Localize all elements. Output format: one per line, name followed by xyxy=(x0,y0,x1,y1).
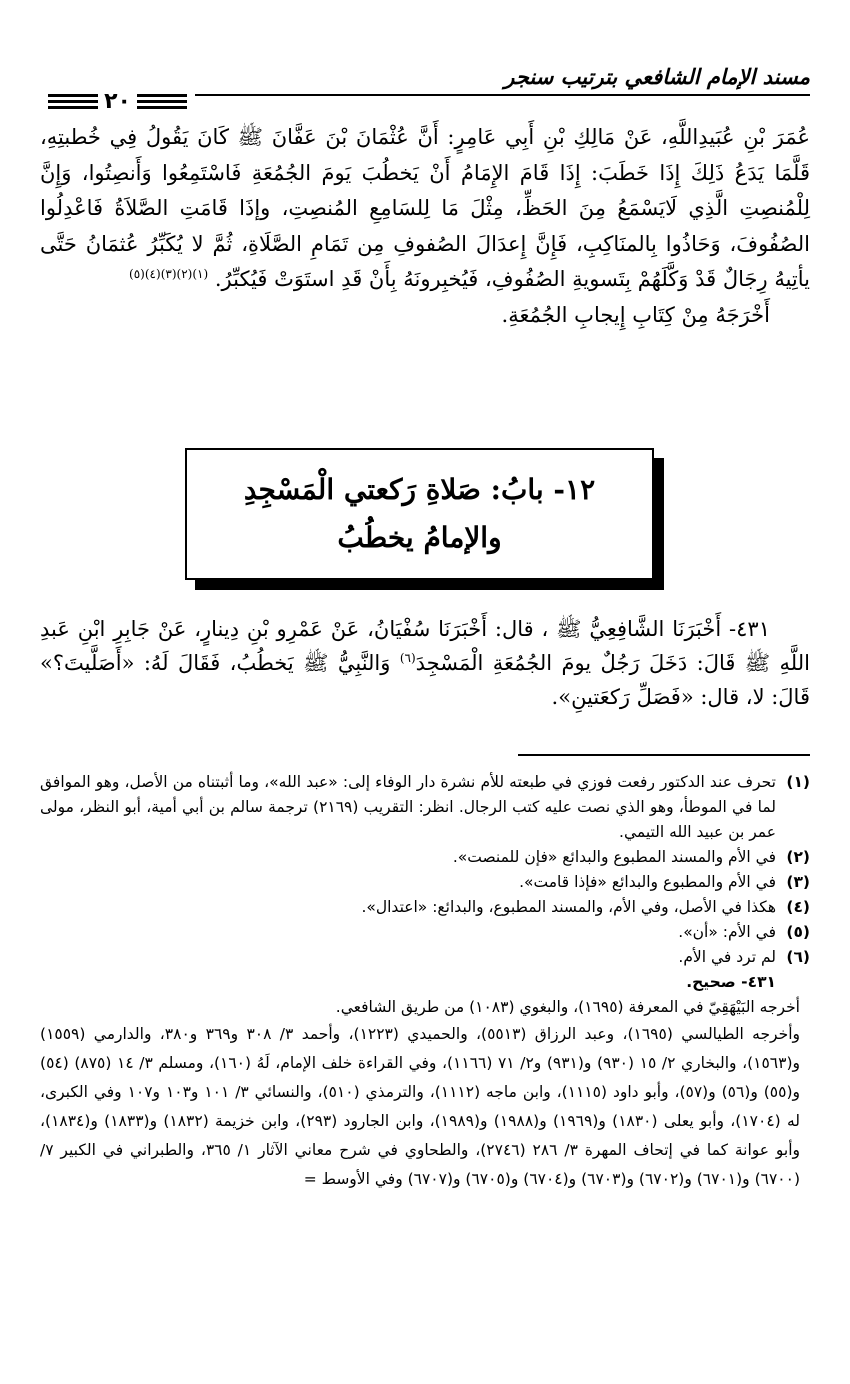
running-title: مسند الإمام الشافعي بترتيب سنجر xyxy=(504,65,810,89)
footnote-marker-2: (٢) xyxy=(176,267,193,281)
page-number-block xyxy=(40,88,195,114)
footnotes xyxy=(40,770,810,1194)
footnote-number: (٢) xyxy=(786,848,810,866)
athar-paragraph xyxy=(40,120,810,298)
footnote-marker-5: (٥) xyxy=(129,267,145,281)
hadith-text-a: أَخْبَرَنَا الشَّافِعِيُّ ﷺ ، قال: أَخْبَرَنَا سُفْيَانُ، عَنْ عَمْرِو بْنِ دِينارٍ، عَنْ جَابِرِ ابْنِ عَبدِ اللَّهِ ﷺ قَالَ: دَخَلَ رَجُلٌ يومَ الجُمُعَةِ الْمَسْجِدَ xyxy=(40,617,810,675)
footnote-text: في الأم والمطبوع والبدائع «فإذا قامت». xyxy=(519,873,776,891)
footnote-4 xyxy=(40,895,810,920)
hadith-431 xyxy=(40,612,810,714)
hadith-paragraph xyxy=(40,612,810,714)
footnote-separator xyxy=(518,754,810,756)
page-number: ٢٠ xyxy=(104,88,131,114)
footnote-6 xyxy=(40,945,810,970)
footnote-text: لم ترد في الأم. xyxy=(678,948,776,966)
footnote-1 xyxy=(40,770,810,845)
chapter-title: ١٢- بابُ: صَلاةِ رَكعتي الْمَسْجِدِ والإمامُ يخطُبُ xyxy=(243,473,596,554)
footnote-text: في الأم والمسند المطبوع والبدائع «فإن للمنصت». xyxy=(452,848,776,866)
footnote-marker-4: (٤) xyxy=(144,267,161,281)
footnote-text: هكذا في الأصل، وفي الأم، والمسند المطبوع، والبدائع: «اعتدال». xyxy=(361,898,776,916)
footnote-number: (٥) xyxy=(786,923,810,941)
footnote-number: (٣) xyxy=(786,873,810,891)
footnote-marker-6: (٦) xyxy=(399,651,416,665)
footnote-2 xyxy=(40,845,810,870)
takhrij-heading: ٤٣١- صحيح. xyxy=(686,973,776,991)
footnote-3 xyxy=(40,870,810,895)
main-text xyxy=(40,120,810,333)
right-ornament-bars xyxy=(137,94,187,109)
footnote-marker-3: (٣) xyxy=(160,267,177,281)
takhrij-paragraph-1: أخرجه البَيْهَقِيّ في المعرفة (١٦٩٥)، والبغوي (١٠٨٣) من طريق الشافعي. xyxy=(335,998,800,1016)
source-paragraph: أَخْرَجَهُ مِنْ كِتَابِ إِيجابِ الجُمُعَةِ. xyxy=(501,302,770,327)
footnote-text: تحرف عند الدكتور رفعت فوزي في طبعته للأم نشرة دار الوفاء إلى: «عبد الله»، وما أثبتناه من الأصل، وهو الموافق لما في الموطأ، وهو الذي نصت عليه كتب الرجال. انظر: التقريب (٢١٦٩) ترجمة سالم بن أبي أمية، أبو النظر، مولى عمر بن عبيد الله التيمي. xyxy=(40,773,776,841)
footnote-5 xyxy=(40,920,810,945)
left-ornament-bars xyxy=(48,94,98,109)
footnote-number: (٦) xyxy=(786,948,810,966)
athar-text: عُمَرَ بْنِ عُبَيدِاللَّهِ، عَنْ مَالِكِ بْنِ أَبِي عَامِرٍ: أَنَّ عُثْمَانَ بْنَ عَفَّانَ ﷺ كَانَ يَقُولُ فِي خُطبتِهِ، قَلَّمَا يَدَعُ ذَلِكَ إِذَا خَطَبَ: إِذَا قَامَ الإِمَامُ أَنْ يَخطُبَ يَومَ الجُمُعَةِ فَاسْتَمِعُوا وَأَنصِتُوا، وَإِنَّ لِلْمُنصِتِ الَّذِي لَايَسْمَعُ مِنَ الحَظِّ، مِثْلَ مَا لِلسَامِعِ المُنصِتِ، وإذَا قَامَتِ الصَّلاَةُ فَاعْدِلُوا الصُفُوفَ، وَحَاذُوا بِالمنَاكِبِ، فَإِنَّ إِعدَالَ الصُفوفِ مِن تَمَامِ الصَّلَاةِ، ثُمَّ لا يُكَبِّرُ عُثمَانُ حَتَّى يأتِيهُ رِجَالٌ قَدْ وَكَّلَهُمْ بِتَسويةِ الصُفُوفِ، فَيُخبِرونَهُ بِأَنْ قَدِ استَوَتْ فَيُكبِّرُ. xyxy=(40,125,810,291)
footnote-number: (١) xyxy=(786,773,810,791)
hadith-text-b: وَالنَّبِيُّ ﷺ يَخطُبُ، فَقَالَ لَهُ: «أَصَلَّيتَ؟» قَالَ: لا، قال: «فَصَلِّ رَكعَتينِ». xyxy=(40,651,810,709)
chapter-heading-box xyxy=(185,448,654,580)
hadith-number: ٤٣١- xyxy=(729,617,770,641)
header-rule xyxy=(195,94,810,96)
footnote-marker-1: (١) xyxy=(192,267,209,281)
takhrij-paragraph-2: وأخرجه الطيالسي (١٦٩٥)، وعبد الرزاق (٥٥١٣)، والحميدي (١٢٢٣)، وأحمد ٣/ ٣٠٨ و٣٦٩ و٣٨٠، والدارمي (١٥٥٩) و(١٥٦٣)، والبخاري ٢/ ١٥ (٩٣٠) و(٩٣١) و٢/ ٧١ (١١٦٦)، وفي القراءة خلف الإمام، لَهُ (١٦٠)، ومسلم ٣/ ١٤ (٨٧٥) (٥٤) و(٥٥) و(٥٦) و(٥٧)، وأبو داود (١١١٥)، وابن ماجه (١١١٢)، والترمذي (٥١٠)، والنسائي ٣/ ١٠١ و١٠٣ و١٠٧ وفي الكبرى، له (١٧٠٤)، وأبو يعلى (١٨٣٠) و(١٩٦٩) و(١٩٨٨) و(١٩٨٩)، وابن الجارود (٢٩٣)، وابن خزيمة (١٨٣٢) و(١٨٣٣) و(١٨٣٤)، وأبو عوانة كما في إتحاف المهرة ٣/ ٢٨٦ (٢٧٤٦)، والطحاوي في شرح معاني الآثار ١/ ٣٦٥، والطبراني في الكبير ٧/ (٦٧٠٠) و(٦٧٠١) و(٦٧٠٢) و(٦٧٠٣) و(٦٧٠٤) و(٦٧٠٥) و(٦٧٠٧) وفي الأوسط = xyxy=(40,1025,801,1188)
footnote-number: (٤) xyxy=(786,898,810,916)
footnote-text: في الأم: «أن». xyxy=(678,923,776,941)
